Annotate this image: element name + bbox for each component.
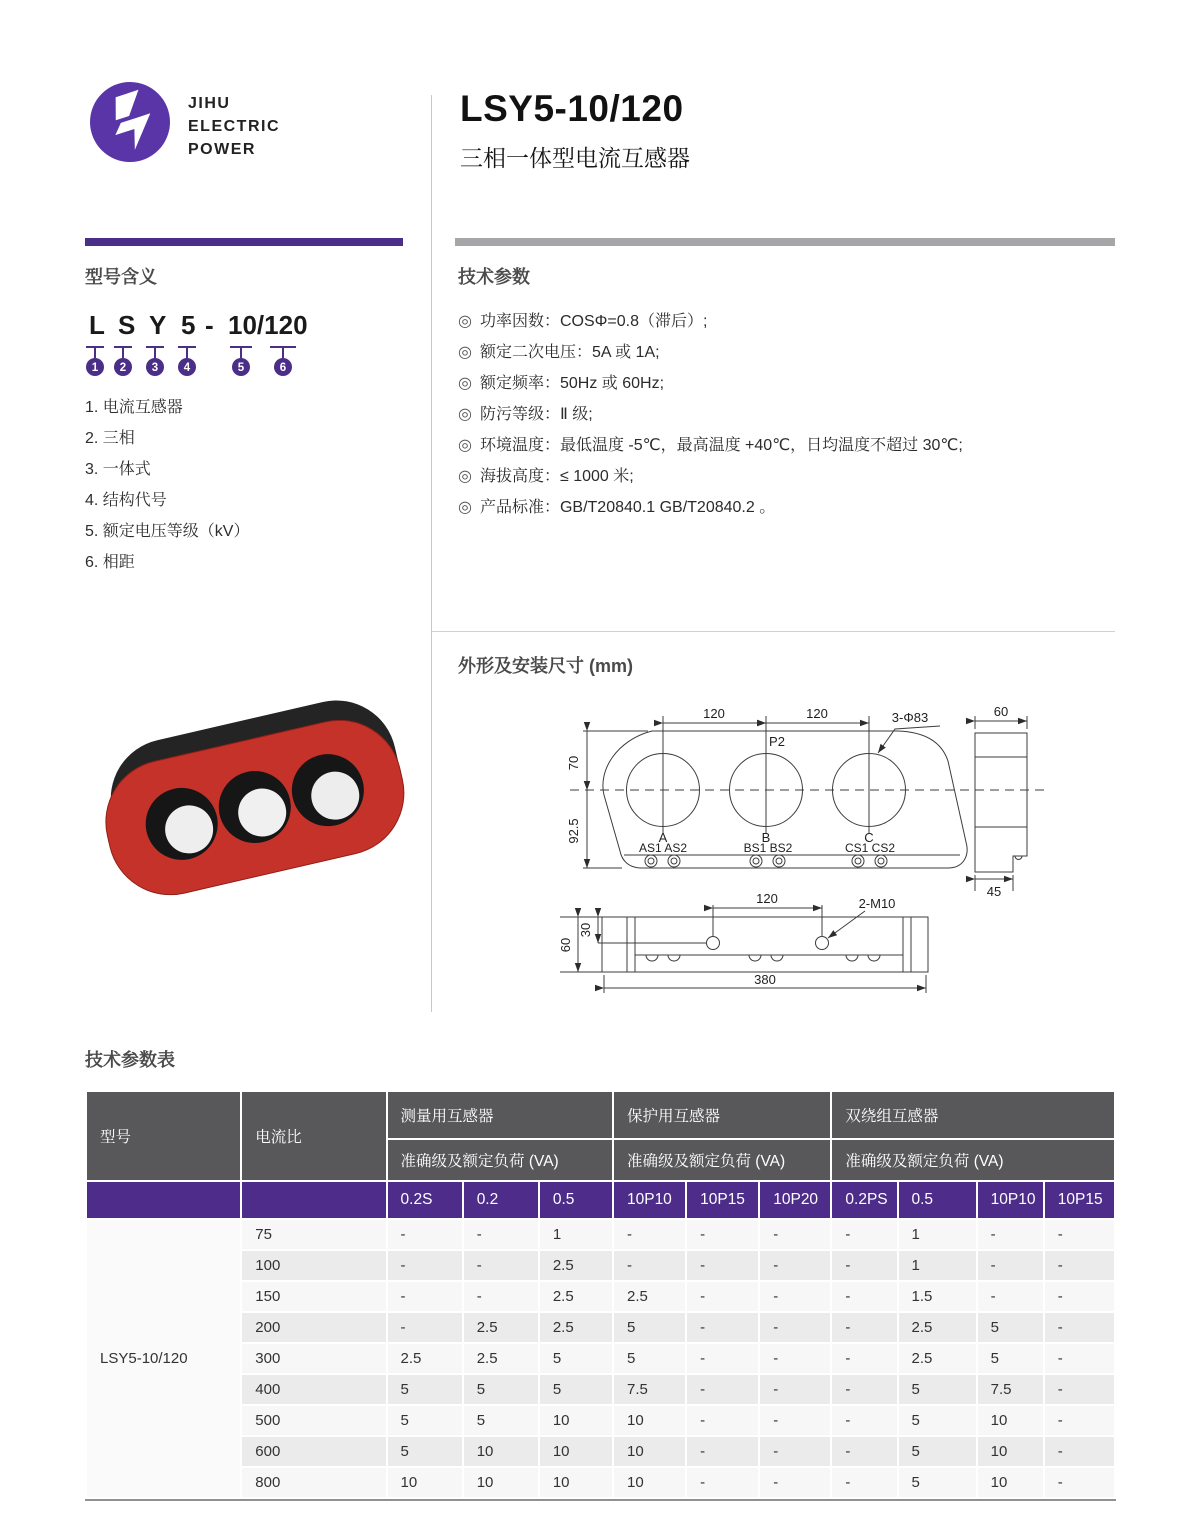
company-name-line: ELECTRIC bbox=[188, 118, 280, 136]
dim-label: 70 bbox=[566, 755, 581, 771]
company-name bbox=[188, 92, 280, 162]
accuracy-col-header: 10P10 bbox=[978, 1182, 1043, 1218]
value-cell: 1 bbox=[899, 1220, 976, 1249]
ratio-cell: 600 bbox=[242, 1437, 385, 1466]
value-cell: - bbox=[464, 1282, 538, 1311]
list-item: 4. 结构代号 bbox=[85, 492, 167, 509]
table-bottom-rule bbox=[85, 1499, 1116, 1501]
value-cell: - bbox=[614, 1251, 685, 1280]
bullet-icon: ◎ bbox=[458, 499, 472, 516]
value-cell: 5 bbox=[388, 1375, 462, 1404]
vertical-divider bbox=[431, 95, 432, 1012]
value-cell: 1.5 bbox=[899, 1282, 976, 1311]
gray-accent-bar bbox=[455, 238, 1115, 246]
value-cell: 2.5 bbox=[464, 1313, 538, 1342]
table-row bbox=[87, 1406, 1114, 1435]
table-row bbox=[87, 1282, 1114, 1311]
value-cell: - bbox=[1045, 1251, 1114, 1280]
bullet-text: 环境温度：最低温度 -5℃，最高温度 +40℃，日均温度不超过 30℃; bbox=[479, 437, 963, 454]
value-cell: - bbox=[978, 1282, 1043, 1311]
value-cell: - bbox=[978, 1251, 1043, 1280]
value-cell: 2.5 bbox=[899, 1313, 976, 1342]
bullet-text: 产品标准：GB/T20840.1 GB/T20840.2 。 bbox=[479, 499, 776, 516]
model-meaning-heading: 型号含义 bbox=[85, 267, 157, 287]
value-cell: - bbox=[760, 1406, 830, 1435]
value-cell: - bbox=[832, 1375, 896, 1404]
value-cell: 10 bbox=[464, 1468, 538, 1497]
value-cell: - bbox=[388, 1313, 462, 1342]
value-cell: 10 bbox=[540, 1406, 612, 1435]
table-row bbox=[87, 1375, 1114, 1404]
ratio-cell: 400 bbox=[242, 1375, 385, 1404]
bullet-icon: ◎ bbox=[458, 344, 472, 361]
dim-label: 60 bbox=[993, 704, 1009, 719]
ratio-cell: 500 bbox=[242, 1406, 385, 1435]
value-cell: - bbox=[760, 1468, 830, 1497]
value-cell: 5 bbox=[464, 1406, 538, 1435]
list-item: 5. 额定电压等级（kV） bbox=[85, 523, 250, 540]
value-cell: 5 bbox=[388, 1437, 462, 1466]
spec-table-body bbox=[87, 1220, 1114, 1497]
value-cell: - bbox=[760, 1282, 830, 1311]
value-cell: - bbox=[1045, 1406, 1114, 1435]
digit-badge: 5 bbox=[237, 362, 245, 374]
value-cell: - bbox=[687, 1220, 758, 1249]
header-spacer bbox=[242, 1182, 385, 1218]
bullet-text: 额定频率：50Hz 或 60Hz; bbox=[479, 375, 665, 392]
ratio-cell: 300 bbox=[242, 1344, 385, 1373]
accuracy-col-header: 0.2PS bbox=[832, 1182, 896, 1218]
table-row bbox=[87, 1437, 1114, 1466]
phase-label: A bbox=[658, 830, 668, 845]
digit-badge: 4 bbox=[183, 362, 191, 374]
company-name-line: JIHU bbox=[188, 95, 231, 112]
value-cell: - bbox=[1045, 1468, 1114, 1497]
digit-badge: 3 bbox=[151, 362, 159, 374]
tech-params-list bbox=[458, 306, 1118, 523]
value-cell: 5 bbox=[899, 1406, 976, 1435]
accuracy-col-header: 0.2S bbox=[388, 1182, 462, 1218]
spec-table-heading: 技术参数表 bbox=[85, 1050, 175, 1070]
value-cell: - bbox=[464, 1220, 538, 1249]
value-cell: - bbox=[1045, 1282, 1114, 1311]
side-view-outline bbox=[975, 733, 1027, 872]
product-photo bbox=[75, 688, 425, 923]
code-char: - bbox=[205, 310, 214, 340]
value-cell: - bbox=[1045, 1220, 1114, 1249]
value-cell: 10 bbox=[978, 1437, 1043, 1466]
dimension-drawing bbox=[550, 695, 1150, 1020]
list-item: 1. 电流互感器 bbox=[85, 399, 183, 416]
list-item: 3. 一体式 bbox=[85, 461, 151, 478]
digit-badge: 2 bbox=[119, 362, 127, 374]
terminal-symbols bbox=[645, 855, 887, 867]
value-cell: - bbox=[1045, 1313, 1114, 1342]
bottom-view-outline bbox=[602, 917, 928, 972]
ratio-cell: 800 bbox=[242, 1468, 385, 1497]
spec-table-wrap bbox=[85, 1090, 1116, 1501]
group-header-protection: 保护用互感器 bbox=[614, 1092, 830, 1138]
value-cell: 5 bbox=[388, 1406, 462, 1435]
terminal-label: CS1 CS2 bbox=[844, 841, 896, 855]
dim-label: 120 bbox=[806, 706, 828, 721]
accuracy-col-header: 10P15 bbox=[687, 1182, 758, 1218]
company-logo bbox=[90, 82, 170, 162]
bullet-text: 功率因数：COSΦ=0.8（滞后）; bbox=[479, 313, 708, 330]
value-cell: - bbox=[687, 1282, 758, 1311]
dim-label: 92.5 bbox=[566, 818, 581, 844]
value-cell: - bbox=[832, 1251, 896, 1280]
dim-label: 30 bbox=[578, 922, 593, 938]
value-cell: 10 bbox=[540, 1468, 612, 1497]
phase-label: B bbox=[761, 830, 771, 845]
value-cell: 10 bbox=[614, 1406, 685, 1435]
model-cell: LSY5-10/120 bbox=[87, 1220, 240, 1497]
value-cell: - bbox=[614, 1220, 685, 1249]
dim-label: 45 bbox=[986, 884, 1002, 899]
ratio-cell: 100 bbox=[242, 1251, 385, 1280]
dim-label: 2-M10 bbox=[858, 896, 896, 911]
company-name-line: POWER bbox=[188, 141, 256, 159]
value-cell: 7.5 bbox=[614, 1375, 685, 1404]
value-cell: - bbox=[760, 1220, 830, 1249]
bullet-item bbox=[458, 337, 1118, 368]
value-cell: - bbox=[687, 1468, 758, 1497]
model-meaning-list bbox=[85, 392, 249, 578]
dim-label: 380 bbox=[754, 972, 776, 987]
value-cell: 5 bbox=[540, 1375, 612, 1404]
dimensions-heading: 外形及安装尺寸 (mm) bbox=[458, 656, 633, 676]
page-subtitle: 三相一体型电流互感器 bbox=[460, 145, 690, 171]
value-cell: 5 bbox=[978, 1313, 1043, 1342]
value-cell: 10 bbox=[978, 1406, 1043, 1435]
value-cell: - bbox=[687, 1251, 758, 1280]
value-cell: - bbox=[760, 1375, 830, 1404]
dim-label: 120 bbox=[703, 706, 725, 721]
value-cell: 2.5 bbox=[614, 1282, 685, 1311]
accuracy-col-header: 0.2 bbox=[464, 1182, 538, 1218]
value-cell: 2.5 bbox=[540, 1251, 612, 1280]
bullet-item bbox=[458, 461, 1118, 492]
code-char: L bbox=[89, 310, 105, 340]
terminal-label: BS1 BS2 bbox=[743, 841, 793, 855]
tech-params-heading: 技术参数 bbox=[458, 267, 530, 287]
bullet-icon: ◎ bbox=[458, 313, 472, 330]
bullet-text: 海拔高度：≤ 1000 米; bbox=[479, 468, 634, 485]
page-title: LSY5-10/120 bbox=[460, 88, 684, 129]
subgroup-header: 准确级及额定负荷 (VA) bbox=[832, 1140, 1114, 1180]
subgroup-header: 准确级及额定负荷 (VA) bbox=[388, 1140, 612, 1180]
value-cell: - bbox=[388, 1251, 462, 1280]
ratio-cell: 200 bbox=[242, 1313, 385, 1342]
ratio-cell: 75 bbox=[242, 1220, 385, 1249]
value-cell: 5 bbox=[978, 1344, 1043, 1373]
value-cell: - bbox=[760, 1313, 830, 1342]
accuracy-col-header: 10P15 bbox=[1045, 1182, 1114, 1218]
value-cell: 5 bbox=[540, 1344, 612, 1373]
bullet-item bbox=[458, 306, 1118, 337]
value-cell: 5 bbox=[899, 1468, 976, 1497]
code-char: Y bbox=[149, 310, 167, 340]
bullet-text: 防污等级：Ⅱ 级; bbox=[479, 406, 593, 423]
accuracy-col-header: 10P10 bbox=[614, 1182, 685, 1218]
bullet-item bbox=[458, 399, 1118, 430]
bullet-icon: ◎ bbox=[458, 468, 472, 485]
value-cell: 5 bbox=[614, 1344, 685, 1373]
group-header-dual-winding: 双绕组互感器 bbox=[832, 1092, 1114, 1138]
list-item: 6. 相距 bbox=[85, 554, 135, 571]
value-cell: 5 bbox=[464, 1375, 538, 1404]
value-cell: 5 bbox=[899, 1375, 976, 1404]
value-cell: 10 bbox=[978, 1468, 1043, 1497]
value-cell: 1 bbox=[540, 1220, 612, 1249]
code-char: S bbox=[118, 310, 136, 340]
header-spacer bbox=[87, 1182, 240, 1218]
value-cell: - bbox=[687, 1313, 758, 1342]
table-row bbox=[87, 1468, 1114, 1497]
value-cell: 2.5 bbox=[899, 1344, 976, 1373]
code-char: 10/120 bbox=[228, 310, 308, 340]
horizontal-divider bbox=[432, 631, 1115, 632]
accuracy-col-header: 10P20 bbox=[760, 1182, 830, 1218]
value-cell: 2.5 bbox=[540, 1313, 612, 1342]
phase-label: C bbox=[864, 830, 874, 845]
value-cell: - bbox=[1045, 1344, 1114, 1373]
table-row bbox=[87, 1313, 1114, 1342]
value-cell: - bbox=[978, 1220, 1043, 1249]
value-cell: - bbox=[687, 1375, 758, 1404]
value-cell: - bbox=[832, 1344, 896, 1373]
col-header-model: 型号 bbox=[87, 1092, 240, 1180]
value-cell: - bbox=[760, 1437, 830, 1466]
value-cell: - bbox=[832, 1406, 896, 1435]
accuracy-col-header: 0.5 bbox=[899, 1182, 976, 1218]
value-cell: 2.5 bbox=[464, 1344, 538, 1373]
value-cell: - bbox=[760, 1344, 830, 1373]
dim-label: 3-Φ83 bbox=[891, 710, 929, 725]
digit-badge: 1 bbox=[91, 362, 99, 374]
value-cell: - bbox=[687, 1437, 758, 1466]
bullet-text: 额定二次电压：5A 或 1A; bbox=[479, 344, 660, 361]
code-char: 5 bbox=[181, 310, 196, 340]
value-cell: - bbox=[687, 1406, 758, 1435]
value-cell: - bbox=[760, 1251, 830, 1280]
group-header-measuring: 测量用互感器 bbox=[388, 1092, 612, 1138]
ratio-cell: 150 bbox=[242, 1282, 385, 1311]
terminal-label: AS1 AS2 bbox=[638, 841, 688, 855]
model-code bbox=[85, 310, 405, 342]
purple-accent-bar bbox=[85, 238, 403, 246]
table-row bbox=[87, 1251, 1114, 1280]
value-cell: - bbox=[832, 1220, 896, 1249]
spec-table bbox=[85, 1090, 1116, 1499]
bullet-item bbox=[458, 492, 1118, 523]
value-cell: 5 bbox=[614, 1313, 685, 1342]
table-row bbox=[87, 1344, 1114, 1373]
bullet-icon: ◎ bbox=[458, 437, 472, 454]
value-cell: - bbox=[388, 1220, 462, 1249]
bullet-item bbox=[458, 430, 1118, 461]
value-cell: 10 bbox=[540, 1437, 612, 1466]
value-cell: - bbox=[1045, 1437, 1114, 1466]
digit-badge: 6 bbox=[279, 362, 287, 374]
dim-label: 60 bbox=[558, 937, 573, 953]
list-item: 2. 三相 bbox=[85, 430, 135, 447]
accuracy-col-header: 0.5 bbox=[540, 1182, 612, 1218]
value-cell: - bbox=[1045, 1375, 1114, 1404]
value-cell: 10 bbox=[614, 1437, 685, 1466]
value-cell: 2.5 bbox=[540, 1282, 612, 1311]
value-cell: - bbox=[464, 1251, 538, 1280]
dim-label: 120 bbox=[756, 891, 778, 906]
value-cell: - bbox=[832, 1468, 896, 1497]
dim-label: P2 bbox=[769, 734, 785, 749]
value-cell: 5 bbox=[899, 1437, 976, 1466]
value-cell: - bbox=[832, 1313, 896, 1342]
value-cell: 10 bbox=[388, 1468, 462, 1497]
bullet-item bbox=[458, 368, 1118, 399]
col-header-ratio: 电流比 bbox=[242, 1092, 385, 1180]
bullet-icon: ◎ bbox=[458, 406, 472, 423]
code-digit-connectors bbox=[85, 344, 315, 384]
value-cell: 10 bbox=[464, 1437, 538, 1466]
table-row bbox=[87, 1220, 1114, 1249]
value-cell: - bbox=[388, 1282, 462, 1311]
value-cell: - bbox=[687, 1344, 758, 1373]
subgroup-header: 准确级及额定负荷 (VA) bbox=[614, 1140, 830, 1180]
value-cell: 7.5 bbox=[978, 1375, 1043, 1404]
value-cell: - bbox=[832, 1282, 896, 1311]
bullet-icon: ◎ bbox=[458, 375, 472, 392]
value-cell: 10 bbox=[614, 1468, 685, 1497]
value-cell: - bbox=[832, 1437, 896, 1466]
value-cell: 1 bbox=[899, 1251, 976, 1280]
value-cell: 2.5 bbox=[388, 1344, 462, 1373]
